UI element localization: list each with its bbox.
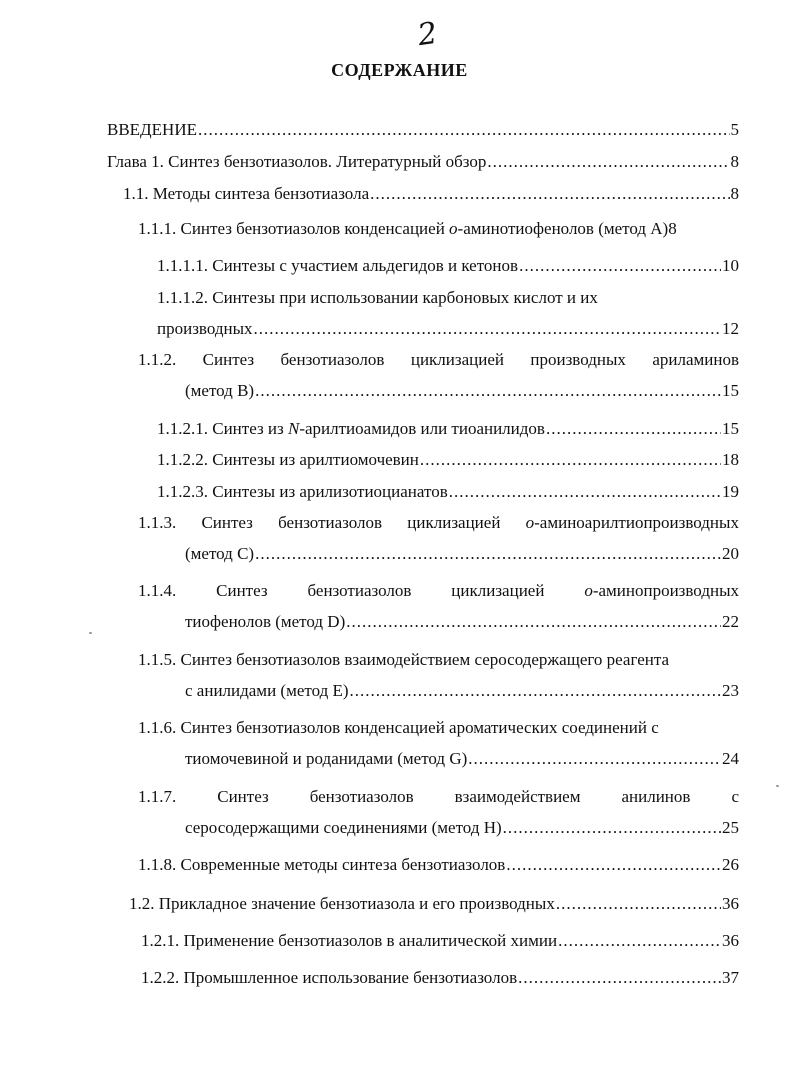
toc-entry-1-1-2-3[interactable] [157,481,739,503]
toc-word: Синтез [201,513,253,532]
toc-label: 1.2. Прикладное значение бензотиазола и его производных [129,894,555,913]
leader-dots [350,680,721,702]
toc-entry-1-1-2-1[interactable] [157,418,739,440]
toc-entry-1-1-2[interactable] [185,380,739,402]
toc-entry-1-1-2-2[interactable] [157,449,739,471]
toc-entry-1-1-5-line1[interactable]: 1.1.5. Синтез бензотиазолов взаимодействием серосодержащего реагента [138,650,670,669]
toc-label: тиомочевиной и роданидами (метод G) [185,749,468,768]
toc-entry-1-1-4[interactable] [185,611,739,633]
toc-page: 19 [722,482,739,501]
toc-label: Глава 1. Синтез бензотиазолов. Литературный обзор [107,152,487,171]
toc-label-tail: -арилтиоамидов или тиоанилидов [299,419,545,438]
leader-dots [546,418,721,440]
toc-entry-1-1[interactable] [123,183,739,205]
toc-entry-1-1-6-line1[interactable]: 1.1.6. Синтез бензотиазолов конденсацией ароматических соединений с [138,718,659,737]
leader-dots [519,255,721,277]
leader-dots [518,967,721,989]
toc-label-italic: о [449,219,458,238]
toc-word: с [731,787,739,806]
toc-label: (метод В) [185,381,255,400]
page-title: СОДЕРЖАНИЕ [331,60,468,80]
toc-label-head: 1.1.2.1. Синтез из [157,419,288,438]
leader-dots [255,380,721,402]
toc-page: 36 [722,931,739,950]
toc-word-italic: о [525,513,535,532]
toc-label-tail: -аминотиофенолов (метод А)8 [457,219,677,238]
toc-word: 1.1.3. [138,513,177,532]
toc-entry-1-1-3-line1[interactable] [138,512,739,534]
toc-entry-1-1-1-2-line1[interactable]: 1.1.1.2. Синтезы при использовании карбоновых кислот и их [157,288,598,307]
toc-label-italic: N [288,419,300,438]
toc-page: 12 [722,319,739,338]
toc-word: Синтез [217,787,269,806]
toc-entry-1-1-8[interactable] [138,854,739,876]
toc-entry-1-1-6[interactable] [185,748,739,770]
toc-page: 5 [730,120,739,139]
leader-dots [558,930,721,952]
toc-label: тиофенолов (метод D) [185,612,346,631]
toc-label: 1.2.1. Применение бензотиазолов в аналитической химии [141,931,558,950]
toc-word: бензотиазолов [309,787,414,806]
toc-word-tail: -аминоарилтиопроизводных [534,513,739,532]
toc-page: 15 [722,419,739,438]
toc-page: 15 [722,381,739,400]
leader-dots [556,893,721,915]
leader-dots [254,318,721,340]
toc-label: 1.1.2.2. Синтезы из арилтиомочевин [157,450,419,469]
toc-label: ВВЕДЕНИЕ [107,120,197,139]
toc-word: циклизацией [407,513,501,532]
toc-page: 36 [722,894,739,913]
leader-dots [370,183,729,205]
leader-dots [487,151,729,173]
leader-dots [503,817,721,839]
leader-dots [468,748,721,770]
leader-dots [449,481,721,503]
toc-label: с анилидами (метод Е) [185,681,349,700]
toc-entry-1-2-2[interactable] [141,967,739,989]
toc-label: 1.1.1.1. Синтезы с участием альдегидов и кетонов [157,256,519,275]
toc-word: циклизацией [451,581,545,600]
toc-entry-1-1-1-2[interactable] [157,318,739,340]
toc-page: 8 [730,152,739,171]
toc-entry-1-2[interactable] [129,893,739,915]
toc-label: 1.1.1. Синтез бензотиазолов конденсацией [138,219,450,238]
toc-page: 26 [722,855,739,874]
toc-label: 1.2.2. Промышленное использование бензотиазолов [141,968,518,987]
toc-word: взаимодействием [454,787,581,806]
toc-entry-intro[interactable] [107,119,739,141]
toc-page: 23 [722,681,739,700]
toc-page: 25 [722,818,739,837]
toc-word: бензотиазолов [307,581,412,600]
toc-word: ариламинов [652,350,739,369]
toc-label: производных [157,319,253,338]
toc-page: 10 [722,256,739,275]
toc-word-tail: -аминопроизводных [592,581,739,600]
toc-label: 1.1.2.3. Синтезы из арилизотиоцианатов [157,482,448,501]
leader-dots [346,611,721,633]
toc-entry-1-1-4-line1[interactable] [138,580,739,602]
toc-entry-1-2-1[interactable] [141,930,739,952]
toc-word [584,580,739,602]
scan-speck [89,632,92,634]
toc-entry-1-1-7[interactable] [185,817,739,839]
toc-entry-1-1-1[interactable] [138,218,677,240]
toc-page: 18 [722,450,739,469]
toc-word: Синтез [216,581,268,600]
toc-label: серосодержащими соединениями (метод Н) [185,818,502,837]
toc-word: Синтез [202,350,255,369]
leader-dots [255,543,721,565]
handwritten-page-number: 2 [415,15,440,54]
toc-page: 24 [722,749,739,768]
toc-page: 20 [722,544,739,563]
toc-page: 37 [722,968,739,987]
toc-entry-1-1-5[interactable] [185,680,739,702]
toc-word: анилинов [621,787,691,806]
toc-word: производных [530,350,626,369]
toc-label: 1.1. Методы синтеза бензотиазола [123,184,370,203]
toc-word-italic: о [584,581,593,600]
scan-speck [776,785,779,787]
toc-label [157,418,545,440]
toc-label: (метод С) [185,544,255,563]
toc-word: 1.1.7. [138,787,177,806]
toc-word: бензотиазолов [278,513,383,532]
leader-dots [420,449,721,471]
toc-page: 22 [722,612,739,631]
toc-word: 1.1.2. [138,350,177,369]
toc-word [526,512,739,534]
toc-entry-1-1-7-line1[interactable] [138,786,739,808]
toc-word: 1.1.4. [138,581,177,600]
toc-entry-1-1-1-1[interactable] [157,255,739,277]
leader-dots [506,854,721,876]
toc-word: бензотиазолов [280,350,385,369]
toc-page: 8 [730,184,739,203]
toc-entry-1-1-2-line1[interactable] [138,349,739,371]
toc-entry-1-1-3[interactable] [185,543,739,565]
leader-dots [198,119,730,141]
toc-label: 1.1.8. Современные методы синтеза бензотиазолов [138,855,506,874]
toc-word: циклизацией [410,350,504,369]
toc-entry-chapter-1[interactable] [107,151,739,173]
